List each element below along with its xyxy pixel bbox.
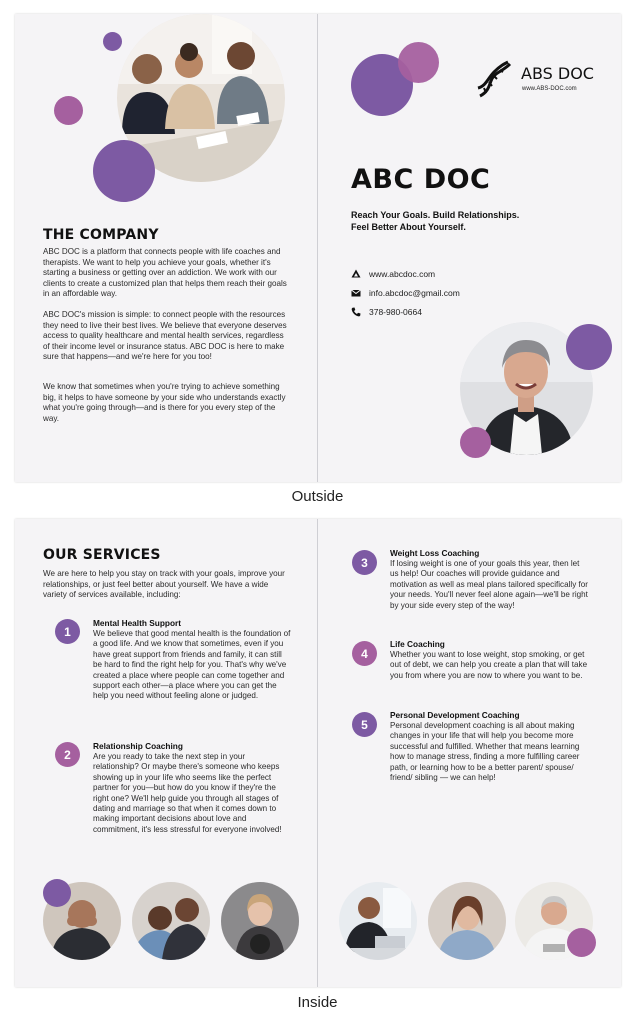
- decor-circle: [460, 427, 491, 458]
- decor-circle: [398, 42, 439, 83]
- company-heading: THE COMPANY: [43, 227, 159, 243]
- service-text: Personal development coaching is all about making changes in your life that will help you become more successful and fulfilled. Whether that means learning how to manage stress, finding a more fulfilling career path, or learning how to be a better parent/ spouse/ friend/ sibling — we can help!: [390, 721, 580, 783]
- decor-circle: [103, 32, 122, 51]
- mail-icon: [351, 288, 361, 298]
- decor-circle: [43, 879, 71, 907]
- services-heading: OUR SERVICES: [43, 547, 161, 563]
- service-text: We believe that good mental health is the foundation of a good life. And we know that sometimes, even if you have great support from friends and family, it can still be hard to find the right help for you. That's why we've created a place where people can come together and support each other—a place where you can get the help you need without feeling alone or judged.: [93, 629, 291, 701]
- woman-thinking-photo: [428, 882, 506, 960]
- company-paragraph: We know that sometimes when you're trying to achieve something big, it helps to have someone by your side who understands exactly what you're going through—and is there for you every step of the way.: [43, 382, 286, 423]
- company-paragraph: ABC DOC's mission is simple: to connect people with the resources they need to live their best lives. We believe that everyone deserves access to quality healthcare and mental health services, regardless of their income level or insurance status. ABC DOC is here to make sure that happens—and we're here for you too!: [43, 310, 287, 361]
- tagline-line-2: Feel Better About Yourself.: [351, 222, 466, 232]
- decor-circle: [54, 96, 83, 125]
- logo-url: www.ABS-DOC.com: [522, 86, 577, 92]
- decor-circle: [567, 928, 596, 957]
- service-text: Are you ready to take the next step in your relationship? Or maybe there's someone who keeps showing up in your life who seems like the perfect partner for you—but how do you know if they're the right one? We'll help guide you through all stages of dating and marriage so that when it comes down to making important decisions about love and commitment, it's less stressful for everyone involved!: [93, 752, 282, 834]
- fold-line: [317, 14, 318, 482]
- contact-email-text: info.abcdoc@gmail.com: [369, 288, 460, 298]
- service-number-badge: 4: [352, 641, 377, 666]
- company-paragraph: ABC DOC is a platform that connects people with life coaches and therapists. We want to help you achieve your goals, whether it's starting a business or getting over an addiction. We work with our clients to create a customized plan that helps them reach their goals in an affordable way.: [43, 247, 287, 298]
- service-number-badge: 2: [55, 742, 80, 767]
- woman-at-laptop-photo: [339, 882, 417, 960]
- phone-icon: [351, 307, 361, 317]
- contact-phone[interactable]: [351, 307, 422, 317]
- service-text: Whether you want to lose weight, stop smoking, or get out of debt, we can help you create a plan that will take you from where you are now to where you want to be.: [390, 650, 588, 680]
- inside-spread: [15, 519, 621, 987]
- contact-phone-text: 378-980-0664: [369, 307, 422, 317]
- outside-spread: [15, 14, 621, 482]
- service-text: If losing weight is one of your goals this year, then let us help! Our coaches will provide guidance and motivation as well as meal plans tailored specifically for your needs. You'll never feel alone again—we'll be right by your side every step of the way!: [390, 559, 588, 610]
- service-title: Weight Loss Coaching: [390, 548, 480, 558]
- outside-caption: Outside: [291, 488, 344, 505]
- services-intro: We are here to help you stay on track with your goals, improve your relationships, or just feel better about yourself. We have a wide variety of services available, including:: [43, 569, 285, 599]
- contact-website-text: www.abcdoc.com: [369, 269, 436, 279]
- brand-title: ABC DOC: [351, 164, 491, 195]
- inside-caption: Inside: [297, 994, 338, 1011]
- fold-line: [317, 519, 318, 987]
- contact-website[interactable]: [351, 269, 435, 279]
- contact-email[interactable]: [351, 288, 460, 298]
- service-title: Mental Health Support: [93, 618, 182, 628]
- logo-name: ABS DOC: [521, 64, 594, 83]
- dna-logo-icon: [474, 60, 514, 100]
- service-number-badge: 3: [352, 550, 377, 575]
- decor-circle: [93, 140, 155, 202]
- contact-list: [351, 269, 591, 329]
- woman-with-scale-photo: [221, 882, 299, 960]
- tagline-line-1: Reach Your Goals. Build Relationships.: [351, 210, 520, 220]
- service-number-badge: 1: [55, 619, 80, 644]
- service-title: Relationship Coaching: [93, 741, 183, 751]
- decor-circle: [566, 324, 612, 370]
- couple-photo: [132, 882, 210, 960]
- service-title: Life Coaching: [390, 639, 445, 649]
- service-title: Personal Development Coaching: [390, 710, 520, 720]
- drive-icon: [351, 269, 361, 279]
- service-number-badge: 5: [352, 712, 377, 737]
